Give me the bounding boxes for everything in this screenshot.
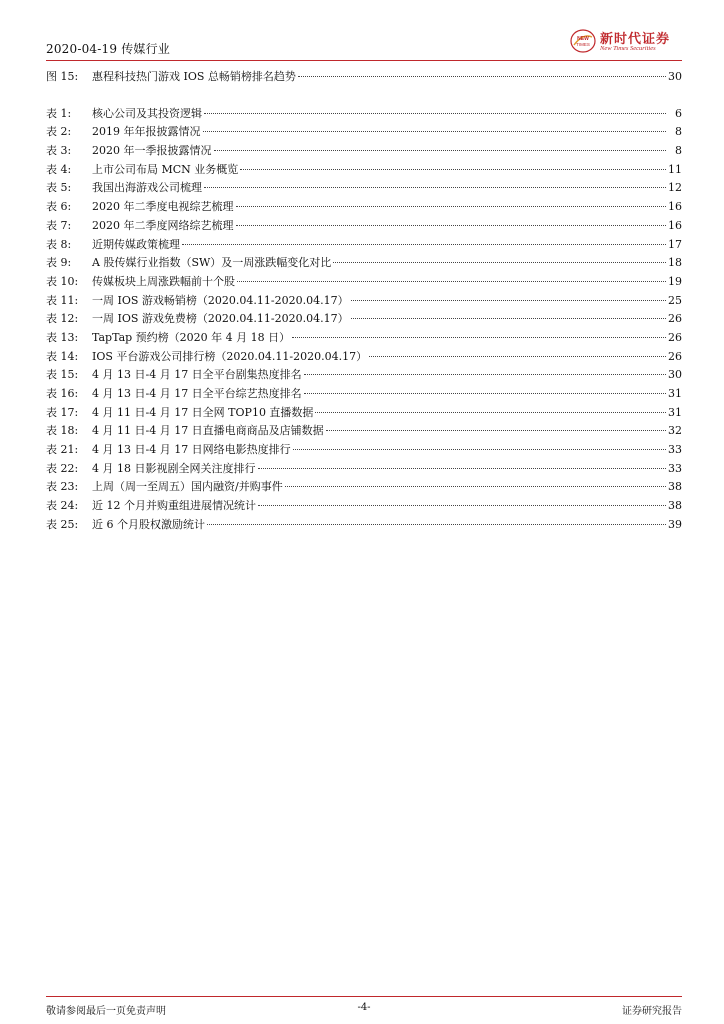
- toc-dot-leader: [298, 75, 666, 77]
- toc-dot-leader: [236, 224, 667, 226]
- toc-entry-title: IOS 平台游戏公司排行榜（2020.04.11-2020.04.17）: [92, 349, 368, 363]
- toc-dot-leader: [204, 186, 666, 188]
- toc-entry-label: 表 25:: [46, 517, 79, 531]
- header-date-industry: 2020-04-19 传媒行业: [46, 42, 171, 56]
- toc-table-entry[interactable]: [46, 292, 682, 311]
- footer-report-type: 证券研究报告: [622, 1006, 682, 1017]
- toc-entry-label: 表 15:: [46, 368, 79, 382]
- toc-dot-leader: [203, 130, 667, 132]
- toc-entry-page: 6: [675, 106, 682, 120]
- toc-entry-label: 表 9:: [46, 256, 72, 270]
- toc-dot-leader: [333, 261, 666, 263]
- toc-entry-title: 近 6 个月股权激励统计: [92, 517, 205, 531]
- toc-dot-leader: [214, 149, 667, 151]
- toc-entry-label: 表 21:: [46, 443, 79, 457]
- toc-entry-page: 26: [668, 349, 682, 363]
- toc-entry-title: 上周（周一至周五）国内融资/并购事件: [92, 480, 283, 494]
- toc-entry-page: 16: [668, 200, 682, 214]
- toc-table-entry[interactable]: [46, 217, 682, 236]
- toc-table-entry[interactable]: [46, 516, 682, 535]
- toc-entry-label: 表 17:: [46, 405, 79, 419]
- toc-entry-title: 2020 年一季报披露情况: [92, 144, 212, 158]
- toc-table-entry[interactable]: [46, 254, 682, 273]
- toc-entry-title: 2020 年二季度网络综艺梳理: [92, 218, 234, 232]
- toc-entry-page: 30: [668, 70, 682, 83]
- toc-entry-label: 表 10:: [46, 274, 79, 288]
- toc-entry-title: 一周 IOS 游戏畅销榜（2020.04.11-2020.04.17）: [92, 293, 349, 307]
- toc-dot-leader: [351, 317, 666, 319]
- toc-dot-leader: [182, 243, 666, 245]
- toc-dot-leader: [204, 112, 666, 114]
- toc-dot-leader: [315, 411, 666, 413]
- logo-mark-icon: [570, 29, 596, 53]
- toc-entry-title: 4 月 13 日-4 月 17 日全平台综艺热度排名: [92, 387, 302, 400]
- toc-table-entry[interactable]: [46, 460, 682, 479]
- toc-entry-page: 8: [675, 125, 682, 139]
- toc-table-entry[interactable]: [46, 310, 682, 329]
- toc-entry-label: 表 1:: [46, 106, 72, 120]
- toc-table-entry[interactable]: [46, 404, 682, 423]
- footer-disclaimer: 敬请参阅最后一页免责声明: [46, 1006, 166, 1017]
- logo-chinese-name: 新时代证券: [600, 32, 671, 47]
- toc-entry-title: 4 月 11 日-4 月 17 日直播电商商品及店铺数据: [92, 424, 324, 438]
- header-divider: [46, 60, 682, 61]
- toc-table-entry[interactable]: [46, 385, 682, 404]
- toc-entry-title: TapTap 预约榜（2020 年 4 月 18 日）: [92, 330, 291, 344]
- list-spacer: [46, 87, 682, 105]
- toc-entry-label: 表 12:: [46, 312, 79, 326]
- toc-dot-leader: [292, 336, 666, 338]
- toc-table-entry[interactable]: [46, 329, 682, 348]
- toc-dot-leader: [293, 448, 666, 450]
- table-list: [46, 105, 682, 535]
- toc-table-entry[interactable]: [46, 366, 682, 385]
- toc-table-entry[interactable]: [46, 441, 682, 460]
- toc-dot-leader: [369, 355, 666, 357]
- toc-entry-page: 32: [668, 424, 682, 438]
- toc-dot-leader: [207, 523, 666, 525]
- toc-entry-title: 一周 IOS 游戏免费榜（2020.04.11-2020.04.17）: [92, 312, 349, 326]
- toc-entry-title: 近期传媒政策梳理: [92, 237, 180, 251]
- toc-dot-leader: [351, 299, 666, 301]
- toc-table-entry[interactable]: [46, 273, 682, 292]
- page-header: [46, 28, 682, 61]
- toc-dot-leader: [304, 392, 666, 394]
- toc-dot-leader: [304, 373, 666, 375]
- toc-entry-page: 19: [668, 274, 682, 288]
- toc-table-entry[interactable]: [46, 236, 682, 255]
- toc-entry-title: A 股传媒行业指数（SW）及一周涨跌幅变化对比: [92, 256, 332, 270]
- toc-entry-title: 上市公司布局 MCN 业务概览: [92, 162, 239, 176]
- toc-entry-page: 17: [668, 237, 682, 251]
- toc-entry-label: 表 8:: [46, 237, 72, 251]
- toc-entry-page: 8: [675, 144, 682, 158]
- toc-entry-title: 4 月 13 日-4 月 17 日全平台剧集热度排名: [92, 368, 302, 382]
- toc-entry-title: 惠程科技热门游戏 IOS 总畅销榜排名趋势: [92, 70, 296, 83]
- toc-entry-title: 我国出海游戏公司梳理: [92, 181, 202, 195]
- toc-entry-page: 30: [668, 368, 682, 382]
- toc-entry-title: 传媒板块上周涨跌幅前十个股: [92, 274, 235, 288]
- toc-entry-page: 16: [668, 218, 682, 232]
- toc-entry-page: 39: [668, 517, 682, 531]
- toc-entry-title: 4 月 18 日影视剧全网关注度排行: [92, 461, 256, 475]
- toc-entry-label: 表 14:: [46, 349, 79, 363]
- toc-entry-title: 2020 年二季度电视综艺梳理: [92, 200, 234, 214]
- toc-entry-page: 31: [668, 405, 682, 419]
- toc-table-entry[interactable]: [46, 478, 682, 497]
- toc-entry-label: 表 16:: [46, 387, 79, 400]
- toc-entry-label: 表 3:: [46, 144, 72, 158]
- toc-table-entry[interactable]: [46, 105, 682, 124]
- toc-table-entry[interactable]: [46, 161, 682, 180]
- toc-entry-label: 表 23:: [46, 480, 79, 494]
- toc-entry-label: 表 13:: [46, 330, 79, 344]
- toc-dot-leader: [326, 429, 666, 431]
- toc-table-entry[interactable]: [46, 198, 682, 217]
- toc-entry-label: 表 18:: [46, 424, 79, 438]
- toc-entry-page: 18: [668, 256, 682, 270]
- toc-entry-page: 33: [668, 443, 682, 457]
- toc-table-entry[interactable]: [46, 497, 682, 516]
- toc-entry-page: 38: [668, 499, 682, 513]
- toc-dot-leader: [258, 504, 666, 506]
- toc-table-entry[interactable]: [46, 123, 682, 142]
- toc-entry-label: 表 6:: [46, 200, 72, 214]
- table-of-contents: [46, 68, 682, 535]
- toc-dot-leader: [258, 467, 667, 469]
- toc-entry-label: 表 11:: [46, 293, 79, 307]
- toc-entry-label: 图 15:: [46, 70, 79, 83]
- toc-dot-leader: [237, 280, 666, 282]
- toc-entry-title: 近 12 个月并购重组进展情况统计: [92, 499, 256, 513]
- toc-entry-page: 11: [668, 162, 682, 176]
- toc-entry-page: 26: [668, 312, 682, 326]
- toc-entry-page: 12: [668, 181, 682, 195]
- page-footer: [46, 996, 682, 1015]
- toc-entry-page: 38: [668, 480, 682, 494]
- footer-page-number: -4-: [357, 1002, 371, 1013]
- toc-entry-page: 31: [668, 387, 682, 400]
- svg-text:TIMES: TIMES: [576, 42, 590, 47]
- svg-text:NEW: NEW: [577, 36, 589, 42]
- figure-list: [46, 68, 682, 87]
- logo-english-name: New Times Securities: [600, 45, 656, 52]
- toc-entry-label: 表 4:: [46, 162, 72, 176]
- toc-dot-leader: [285, 485, 666, 487]
- toc-entry-page: 26: [668, 330, 682, 344]
- toc-entry-label: 表 5:: [46, 181, 72, 195]
- toc-entry-page: 25: [668, 293, 682, 307]
- toc-dot-leader: [236, 205, 667, 207]
- toc-entry-title: 2019 年年报披露情况: [92, 125, 201, 139]
- toc-entry-label: 表 2:: [46, 125, 72, 139]
- toc-figure-entry[interactable]: [46, 68, 682, 87]
- toc-entry-label: 表 24:: [46, 499, 79, 513]
- company-logo: [570, 26, 682, 56]
- toc-table-entry[interactable]: [46, 348, 682, 367]
- toc-table-entry[interactable]: [46, 179, 682, 198]
- toc-dot-leader: [240, 168, 666, 170]
- toc-entry-title: 核心公司及其投资逻辑: [92, 106, 202, 120]
- toc-entry-title: 4 月 11 日-4 月 17 日全网 TOP10 直播数据: [92, 405, 314, 419]
- toc-entry-title: 4 月 13 日-4 月 17 日网络电影热度排行: [92, 443, 291, 457]
- toc-entry-label: 表 7:: [46, 218, 72, 232]
- toc-entry-page: 33: [668, 461, 682, 475]
- toc-entry-label: 表 22:: [46, 461, 79, 475]
- toc-table-entry[interactable]: [46, 142, 682, 161]
- toc-table-entry[interactable]: [46, 422, 682, 441]
